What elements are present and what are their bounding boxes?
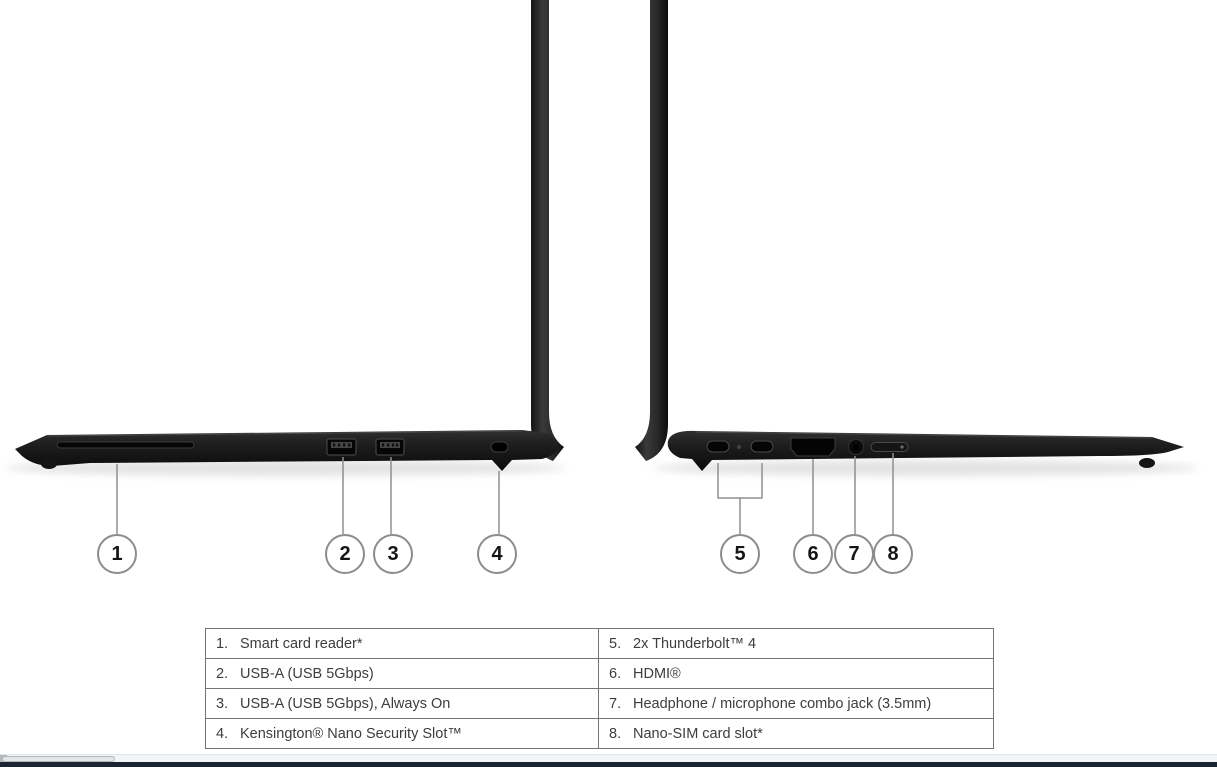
legend-label: Headphone / microphone combo jack (3.5mm) — [633, 695, 932, 712]
legend-number: 6. — [609, 665, 622, 682]
callout-8 — [873, 534, 913, 574]
callout-7-number: 7 — [848, 542, 860, 565]
callout-5 — [720, 534, 760, 574]
legend-cell-3 — [206, 689, 599, 719]
window-bottom-edge — [0, 762, 1217, 767]
callout-2-number: 2 — [339, 542, 351, 565]
legend-number: 1. — [216, 635, 229, 652]
right-laptop-lid — [635, 0, 668, 461]
legend-label: Kensington® Nano Security Slot™ — [240, 725, 462, 742]
kensington-nano-slot-icon — [491, 442, 508, 452]
table-row — [206, 629, 994, 659]
hdmi-port-icon — [791, 438, 835, 456]
table-row — [206, 659, 994, 689]
right-laptop-shadow — [653, 460, 1197, 476]
table-row — [206, 689, 994, 719]
legend-cell-8 — [599, 719, 994, 749]
rubber-foot — [41, 459, 57, 469]
legend-label: Smart card reader* — [240, 635, 363, 652]
legend-cell-6 — [599, 659, 994, 689]
callout-5-number: 5 — [734, 542, 746, 565]
rubber-foot — [1139, 458, 1155, 468]
legend-number: 4. — [216, 725, 229, 742]
callout-1-number: 1 — [111, 542, 123, 565]
callout-3 — [373, 534, 413, 574]
table-row — [206, 719, 994, 749]
legend-number: 7. — [609, 695, 622, 712]
callout-4-number: 4 — [491, 542, 503, 565]
nano-sim-tray-icon — [871, 443, 908, 452]
legend-number: 5. — [609, 635, 622, 652]
callout-4 — [477, 534, 517, 574]
legend-label: 2x Thunderbolt™ 4 — [633, 635, 757, 652]
callout-1 — [97, 534, 137, 574]
usb-a-port-icon — [327, 439, 356, 455]
usb-c-port-icon — [707, 441, 729, 452]
legend-label: Nano-SIM card slot* — [633, 725, 763, 742]
audio-jack-icon — [849, 440, 864, 455]
callout-6 — [793, 534, 833, 574]
emergency-reset-hole-icon — [737, 445, 741, 449]
legend-number: 3. — [216, 695, 229, 712]
usb-a-port-icon — [376, 439, 404, 455]
horizontal-scrollbar[interactable] — [0, 754, 1217, 762]
smart-card-slot-icon — [57, 442, 194, 448]
legend-cell-2 — [206, 659, 599, 689]
legend-cell-5 — [599, 629, 994, 659]
legend-cell-1 — [206, 629, 599, 659]
left-laptop-lid — [531, 0, 564, 461]
legend-label: HDMI® — [633, 665, 681, 682]
legend-label: USB-A (USB 5Gbps) — [240, 665, 374, 682]
callout-6-number: 6 — [807, 542, 819, 565]
port-legend-table — [205, 628, 994, 749]
legend-number: 2. — [216, 665, 229, 682]
left-laptop — [15, 0, 564, 471]
callout-3-number: 3 — [387, 542, 399, 565]
callout-2 — [325, 534, 365, 574]
usb-c-port-icon — [751, 441, 773, 452]
callout-7 — [834, 534, 874, 574]
legend-label: USB-A (USB 5Gbps), Always On — [240, 695, 451, 712]
legend-cell-7 — [599, 689, 994, 719]
callout-8-number: 8 — [887, 542, 899, 565]
legend-number: 8. — [609, 725, 622, 742]
right-laptop — [635, 0, 1184, 471]
legend-cell-4 — [206, 719, 599, 749]
